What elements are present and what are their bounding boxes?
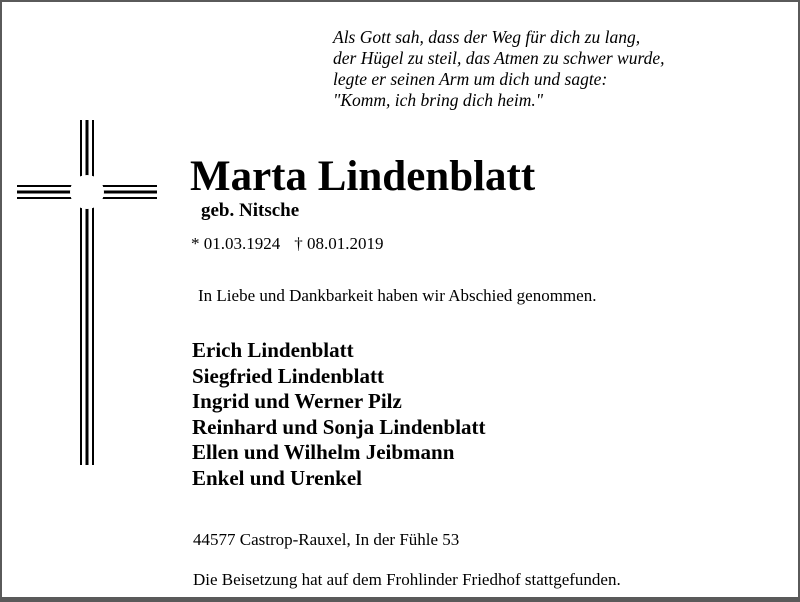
farewell-text: In Liebe und Dankbarkeit haben wir Abschied genommen. [198,286,597,305]
mourner: Erich Lindenblatt [192,338,354,362]
deceased-name: Marta Lindenblatt [190,153,536,200]
maiden-name: geb. Nitsche [201,200,300,221]
mourner: Reinhard und Sonja Lindenblatt [192,414,486,439]
poem-line: "Komm, ich bring dich heim." [333,90,544,110]
poem-line: Als Gott sah, dass der Weg für dich zu lang, [333,27,641,47]
birth-date: * 01.03.1924 [191,234,281,253]
mourner: Siegfried Lindenblatt [192,363,384,388]
mourner: Enkel und Urenkel [192,465,362,490]
burial-note: Die Beisetzung hat auf dem Frohlinder Friedhof stattgefunden. [193,570,621,589]
life-dates [191,234,384,254]
mourner: Ingrid und Werner Pilz [192,389,402,414]
mourner: Ellen und Wilhelm Jeibmann [192,440,455,465]
cross-icon [17,120,157,465]
poem-line: legte er seinen Arm um dich und sagte: [333,69,608,89]
poem-line: der Hügel zu steil, das Atmen zu schwer wurde, [333,48,665,68]
death-date: † 08.01.2019 [294,234,384,253]
address: 44577 Castrop-Rauxel, In der Fühle 53 [193,530,460,549]
mourners-list [192,338,486,492]
poem [333,27,665,111]
